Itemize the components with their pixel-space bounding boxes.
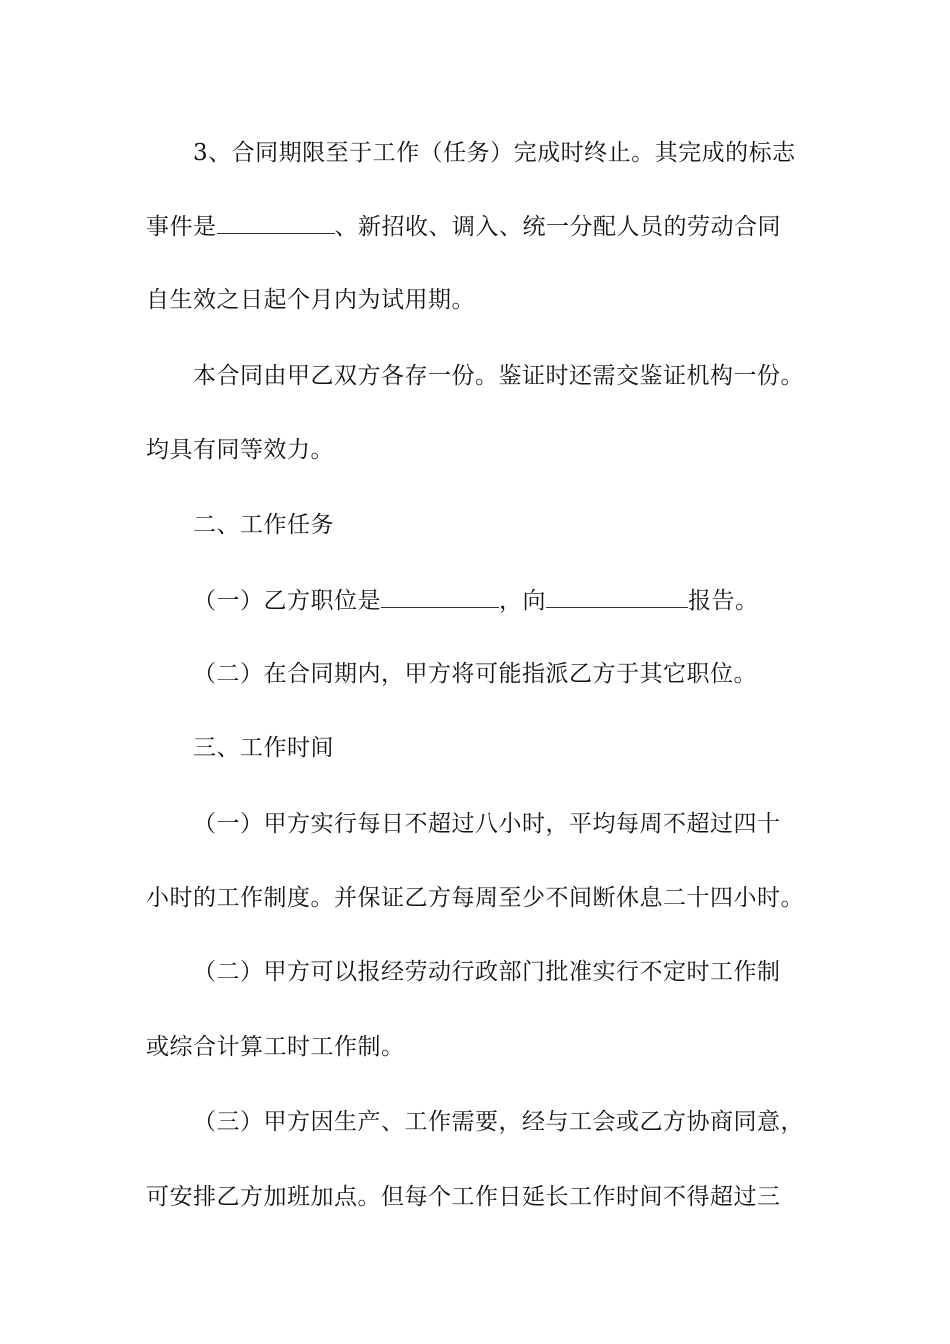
heading-text: 三、工作时间 [193, 735, 334, 761]
fill-in-blank [381, 585, 499, 608]
line-text: 小时的工作制度。并保证乙方每周至少不间断休息二十四小时。 [146, 885, 804, 911]
fill-in-blank [217, 211, 335, 234]
paragraph-line [146, 285, 475, 315]
paragraph-line [146, 435, 334, 465]
line-text: 事件是 [146, 214, 217, 240]
heading-text: 二、工作任务 [193, 512, 334, 538]
paragraph-line [193, 659, 757, 689]
line-text: 本合同由甲乙双方各存一份。鉴证时还需交鉴证机构一份。 [193, 363, 804, 389]
fill-in-blank [546, 585, 688, 608]
line-text: 或综合计算工时工作制。 [146, 1034, 405, 1060]
line-text: （二）甲方可以报经劳动行政部门批准实行不定时工作制 [193, 959, 781, 985]
line-text: 自生效之日起个月内为试用期。 [146, 287, 475, 313]
line-text: （三）甲方因生产、工作需要，经与工会或乙方协商同意， [193, 1109, 804, 1135]
paragraph-line [193, 957, 781, 987]
line-text: （二）在合同期内，甲方将可能指派乙方于其它职位。 [193, 661, 757, 687]
line-text: 、新招收、调入、统一分配人员的劳动合同 [334, 214, 781, 240]
line-text: 3、合同期限至于工作（任务）完成时终止。其完成的标志 [193, 140, 796, 166]
section-heading [193, 510, 334, 540]
paragraph-line [193, 809, 781, 839]
paragraph-line [146, 1032, 405, 1062]
paragraph-line [146, 883, 804, 913]
paragraph-line [146, 1182, 781, 1212]
line-text: 均具有同等效力。 [146, 437, 334, 463]
line-text: ，向 [499, 588, 546, 614]
paragraph-line [193, 1107, 804, 1137]
section-heading [193, 733, 334, 763]
paragraph-line [193, 138, 796, 168]
line-text: （一）甲方实行每日不超过八小时，平均每周不超过四十 [193, 811, 781, 837]
line-text: 报告。 [688, 588, 759, 614]
paragraph-line [146, 211, 781, 242]
paragraph-line [193, 361, 804, 391]
line-text: （一）乙方职位是 [193, 588, 381, 614]
paragraph-line [193, 585, 759, 616]
line-text: 可安排乙方加班加点。但每个工作日延长工作时间不得超过三 [146, 1184, 781, 1210]
